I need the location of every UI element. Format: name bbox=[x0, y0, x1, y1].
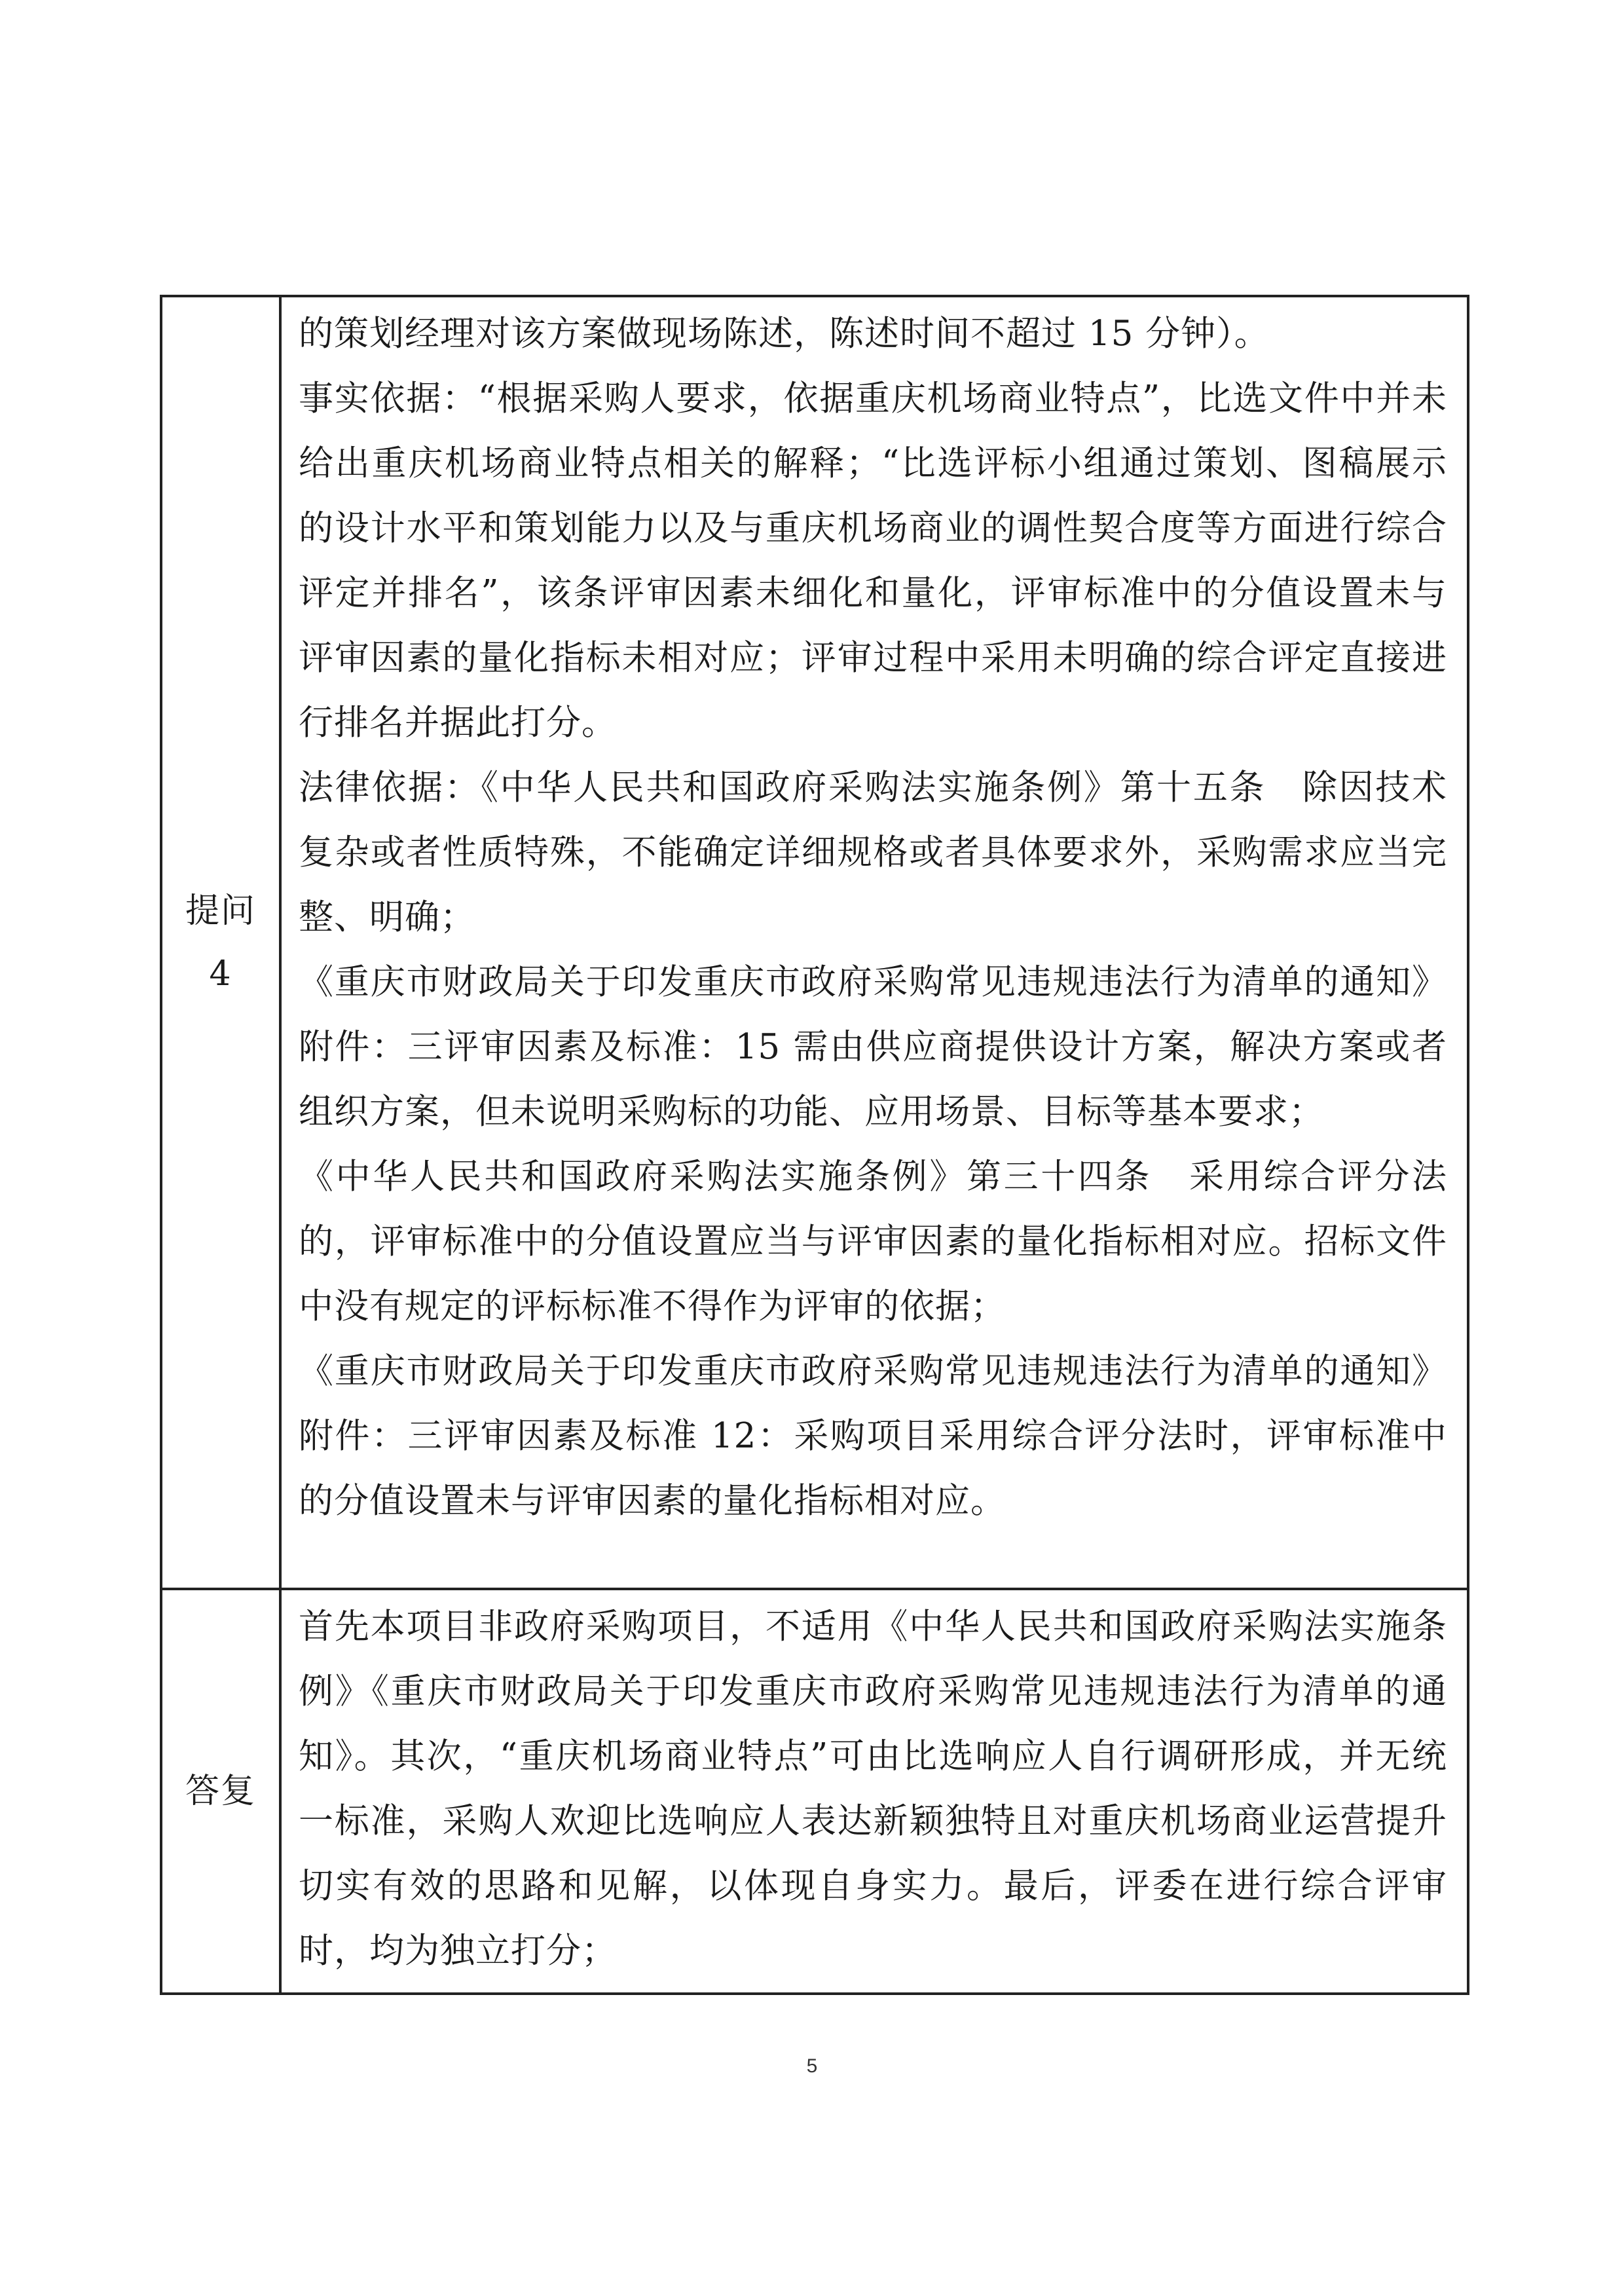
question-paragraph: 《中华人民共和国政府采购法实施条例》第三十四条 采用综合评分法的，评审标准中的分值设置应当与评审因素的量化指标相对应。招标文件中没有规定的评标标准不得作为评审的依据； bbox=[299, 1157, 1447, 1326]
question-number: 4 bbox=[209, 954, 232, 994]
answer-content-cell bbox=[280, 1589, 1468, 1994]
question-row bbox=[161, 296, 1468, 1589]
qa-table bbox=[160, 295, 1469, 1995]
question-label-cell bbox=[161, 296, 280, 1589]
answer-row bbox=[161, 1589, 1468, 1994]
question-paragraph: 法律依据：《中华人民共和国政府采购法实施条例》第十五条 除因技术复杂或者性质特殊，不能确定详细规格或者具体要求外，采购需求应当完整、明确； bbox=[299, 768, 1447, 937]
answer-label-cell bbox=[161, 1589, 280, 1994]
question-label: 提问 bbox=[185, 891, 256, 931]
answer-label: 答复 bbox=[185, 1772, 256, 1811]
question-paragraph: 《重庆市财政局关于印发重庆市政府采购常见违规违法行为清单的通知》附件：三评审因素及标准：15 需由供应商提供设计方案，解决方案或者组织方案，但未说明采购标的功能、应用场景、目标等基本要求； bbox=[299, 962, 1447, 1132]
question-content-cell bbox=[280, 296, 1468, 1589]
question-paragraph: 的策划经理对该方案做现场陈述，陈述时间不超过 15 分钟）。 bbox=[299, 314, 1270, 354]
question-paragraph: 事实依据：“根据采购人要求，依据重庆机场商业特点”，比选文件中并未给出重庆机场商业特点相关的解释；“比选评标小组通过策划、图稿展示的设计水平和策划能力以及与重庆机场商业的调性契合度等方面进行综合评定并排名”，该条评审因素未细化和量化，评审标准中的分值设置未与评审因素的量化指标未相对应；评审过程中采用未明确的综合评定直接进行排名并据此打分。 bbox=[299, 379, 1447, 743]
page-number: 5 bbox=[806, 2055, 818, 2077]
question-paragraph: 《重庆市财政局关于印发重庆市政府采购常见违规违法行为清单的通知》附件：三评审因素及标准 12：采购项目采用综合评分法时，评审标准中的分值设置未与评审因素的量化指标相对应。 bbox=[299, 1351, 1447, 1521]
answer-paragraph: 首先本项目非政府采购项目，不适用《中华人民共和国政府采购法实施条例》《重庆市财政局关于印发重庆市政府采购常见违规违法行为清单的通知》。其次，“重庆机场商业特点”可由比选响应人自行调研形成，并无统一标准，采购人欢迎比选响应人表达新颖独特且对重庆机场商业运营提升切实有效的思路和见解，以体现自身实力。最后，评委在进行综合评审时，均为独立打分； bbox=[299, 1607, 1447, 1971]
